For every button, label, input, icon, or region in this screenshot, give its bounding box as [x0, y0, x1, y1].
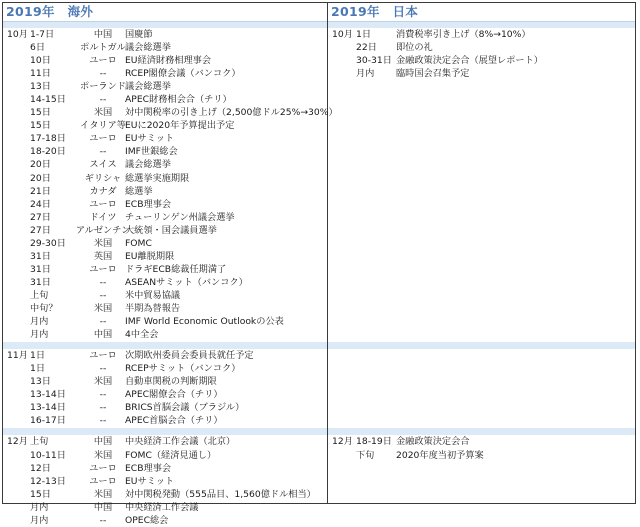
day-cell: 15日: [30, 488, 51, 500]
table-row: [3, 362, 327, 375]
region-cell: 米国: [93, 237, 113, 249]
event-cell: FOMC: [125, 237, 152, 249]
event-cell: 半期為替報告: [125, 302, 181, 314]
event-cell: APEC首脳会合（チリ）: [125, 415, 223, 427]
japan-title: 2019年 日本: [328, 3, 635, 22]
table-row: [3, 263, 327, 276]
month-section-3: [328, 435, 635, 526]
month-label: 12月: [332, 436, 353, 448]
table-row: [328, 67, 635, 80]
day-cell: 13-14日: [30, 402, 66, 414]
table-row: [3, 435, 327, 448]
table-row: [3, 80, 327, 93]
overseas-body: [3, 28, 338, 527]
table-row: [3, 488, 327, 501]
event-cell: 議会総選挙: [125, 81, 171, 93]
day-cell: 10日: [30, 55, 51, 67]
day-cell: 27日: [30, 224, 51, 236]
table-row: [3, 475, 327, 488]
event-cell: EUサミット: [125, 475, 175, 487]
table-row: [328, 28, 635, 41]
region-cell: アルゼンチン: [75, 224, 131, 236]
table-row: [3, 250, 327, 263]
day-cell: 月内: [30, 316, 49, 328]
day-cell: 12-13日: [30, 475, 66, 487]
event-cell: 中央経済工作会議（北京）: [125, 436, 236, 448]
day-cell: 月内: [30, 501, 49, 513]
region-cell: --: [99, 289, 107, 301]
month-separator: [3, 428, 327, 435]
month-label: 12月: [7, 436, 28, 448]
japan-column: [328, 3, 635, 503]
region-cell: --: [99, 389, 107, 401]
table-row: [3, 106, 338, 119]
region-cell: ユーロ: [89, 350, 117, 362]
event-cell: RCEPサミット（バンコク）: [125, 363, 241, 375]
day-cell: 月内: [30, 514, 49, 526]
day-cell: 20日: [30, 172, 51, 184]
day-cell: 31日: [30, 276, 51, 288]
region-cell: イタリア等: [80, 120, 126, 132]
table-row: [3, 462, 327, 475]
region-cell: 中国: [93, 436, 113, 448]
table-row: [3, 158, 327, 171]
region-cell: ドイツ: [89, 211, 117, 223]
day-cell: 6日: [30, 42, 46, 54]
day-cell: 30-31日: [356, 55, 392, 67]
region-cell: 英国: [93, 250, 113, 262]
table-row: [3, 349, 327, 362]
event-cell: 議会総選挙: [125, 159, 171, 171]
day-cell: 21日: [30, 185, 51, 197]
region-cell: --: [99, 514, 107, 526]
region-cell: ポルトガル: [80, 42, 126, 54]
region-cell: ユーロ: [89, 133, 117, 145]
event-cell: 米中貿易協議: [125, 289, 181, 301]
day-cell: 13日: [30, 81, 51, 93]
month-section-1: [328, 28, 635, 341]
region-cell: ユーロ: [89, 475, 117, 487]
region-cell: --: [99, 402, 107, 414]
day-cell: 29-30日: [30, 237, 66, 249]
event-cell: 対中関税発動（555品目、1,560億ドル相当）: [125, 488, 316, 500]
month-section-2: [3, 349, 327, 427]
table-row: [3, 54, 327, 67]
day-cell: 20日: [30, 159, 51, 171]
table-row: [3, 375, 327, 388]
region-cell: 米国: [93, 107, 113, 119]
event-cell: APEC閣僚会合（チリ）: [125, 389, 223, 401]
table-row: [3, 41, 327, 54]
day-cell: 下旬: [356, 449, 375, 461]
day-cell: 17-18日: [30, 133, 66, 145]
table-row: [328, 54, 635, 67]
month-separator: [328, 342, 635, 349]
event-cell: 2020年度当初予算案: [396, 449, 484, 461]
table-row: [3, 328, 327, 341]
month-label: 10月: [332, 29, 353, 40]
region-cell: ギリシャ: [84, 172, 122, 184]
day-cell: 16-17日: [30, 415, 66, 427]
day-cell: 11日: [30, 68, 51, 80]
day-cell: 1日: [30, 350, 46, 362]
table-row: [3, 401, 327, 414]
table-row: [3, 198, 327, 211]
day-cell: 31日: [30, 250, 51, 262]
table-row: [3, 388, 327, 401]
table-row: [328, 41, 635, 54]
region-cell: ユーロ: [89, 55, 117, 67]
table-row: [3, 224, 327, 237]
region-cell: 米国: [93, 376, 113, 388]
region-cell: --: [99, 68, 107, 80]
day-cell: 10-11日: [30, 449, 66, 461]
day-cell: 14-15日: [30, 94, 66, 106]
event-cell: APEC財務相会合（チリ）: [125, 94, 232, 106]
day-cell: 15日: [30, 107, 51, 119]
event-cell: EUサミット: [125, 133, 175, 145]
table-row: [3, 28, 327, 41]
region-cell: ユーロ: [89, 462, 117, 474]
day-cell: 13-14日: [30, 389, 66, 401]
event-cell: 自動車関税の判断期限: [125, 376, 217, 388]
event-cell: RCEP閣僚会議（バンコク）: [125, 68, 241, 80]
event-cell: 金融政策決定会合（展望レポート）: [396, 55, 543, 67]
region-cell: --: [99, 276, 107, 288]
region-cell: 米国: [93, 449, 113, 461]
region-cell: --: [99, 94, 107, 106]
region-cell: --: [99, 316, 107, 328]
day-cell: 上旬: [30, 289, 49, 301]
table-row: [3, 276, 327, 289]
region-cell: --: [99, 363, 107, 375]
region-cell: 中国: [93, 29, 113, 40]
table-row: [3, 501, 327, 514]
day-cell: 31日: [30, 263, 51, 275]
day-cell: 上旬: [30, 436, 49, 448]
table-row: [3, 145, 327, 158]
month-separator: [3, 342, 327, 349]
event-cell: FOMC（経済見通し）: [125, 449, 217, 461]
event-cell: 中央経済工作会議: [125, 501, 199, 513]
event-cell: 4中全会: [125, 329, 159, 341]
table-row: [3, 132, 327, 145]
table-row: [328, 435, 635, 448]
table-row: [3, 514, 327, 527]
event-cell: 対中関税率の引き上げ（2,500億ドル25%→30%）: [125, 107, 338, 119]
event-cell: BRICS首脳会議（ブラジル）: [125, 402, 245, 414]
day-cell: 24日: [30, 198, 51, 210]
month-label: 10月: [7, 29, 28, 40]
day-cell: 15日: [30, 120, 51, 132]
japan-body: [328, 28, 635, 527]
month-section-1: [3, 28, 338, 341]
event-cell: 金融政策決定会合: [396, 436, 470, 448]
region-cell: 米国: [93, 488, 113, 500]
day-cell: 中旬？: [30, 302, 58, 314]
event-cell: EU経済財務相理事会: [125, 55, 212, 67]
region-cell: スイス: [89, 159, 117, 171]
event-cell: ASEANサミット（バンコク）: [125, 276, 248, 288]
table-row: [3, 315, 327, 328]
table-row: [3, 302, 327, 315]
month-separator: [328, 428, 635, 435]
event-cell: 国慶節: [125, 29, 153, 40]
event-cell: 臨時国会召集予定: [396, 68, 470, 80]
region-cell: ユーロ: [89, 263, 117, 275]
event-cell: EU離脱期限: [125, 250, 175, 262]
region-cell: 米国: [93, 302, 113, 314]
event-cell: チューリンゲン州議会選挙: [125, 211, 235, 223]
month-section-2: [328, 349, 635, 427]
event-cell: OPEC総会: [125, 514, 169, 526]
overseas-column: [3, 3, 338, 526]
day-cell: 月内: [30, 329, 49, 341]
event-cell: 消費税率引き上げ（8%→10%）: [396, 29, 531, 40]
table-row: [3, 289, 327, 302]
table-row: [3, 67, 327, 80]
day-cell: 18-19日: [356, 436, 392, 448]
region-cell: 中国: [93, 501, 113, 513]
table-row: [3, 185, 327, 198]
region-cell: ポーランド: [80, 81, 126, 93]
table-row: [3, 414, 327, 427]
event-cell: 即位の礼: [396, 42, 433, 54]
event-cell: 議会総選挙: [125, 42, 171, 54]
table-row: [3, 211, 327, 224]
month-section-3: [3, 435, 327, 526]
event-cell: EUに2020年予算提出予定: [125, 120, 235, 132]
region-cell: 中国: [93, 329, 113, 341]
day-cell: 18-20日: [30, 146, 66, 158]
region-cell: ユーロ: [89, 198, 117, 210]
region-cell: --: [99, 415, 107, 427]
event-cell: IMF世銀総会: [125, 146, 178, 158]
day-cell: 12日: [30, 462, 51, 474]
table-row: [3, 93, 327, 106]
month-label: 11月: [7, 350, 28, 362]
table-row: [328, 449, 635, 462]
event-cell: ECB理事会: [125, 462, 172, 474]
event-cell: 総選挙: [125, 185, 153, 197]
event-cell: ドラギECB総裁任期満了: [125, 263, 227, 275]
event-cell: IMF World Economic Outlookの公表: [125, 316, 284, 328]
region-cell: カナダ: [89, 185, 117, 197]
event-cell: ECB理事会: [125, 198, 172, 210]
day-cell: 1-7日: [30, 29, 55, 40]
table-row: [3, 237, 327, 250]
event-cell: 次期欧州委員会委員長就任予定: [125, 350, 254, 362]
event-cell: 総選挙実施期限: [125, 172, 190, 184]
overseas-title: 2019年 海外: [3, 3, 327, 22]
region-cell: --: [99, 146, 107, 158]
table-row: [3, 172, 327, 185]
schedule-table: [2, 2, 636, 526]
day-cell: 22日: [356, 42, 377, 54]
table-row: [3, 119, 327, 132]
event-cell: 大統領・国会議員選挙: [125, 224, 217, 236]
day-cell: 1日: [356, 29, 372, 40]
table-row: [3, 449, 327, 462]
day-cell: 27日: [30, 211, 51, 223]
day-cell: 13日: [30, 376, 51, 388]
day-cell: 月内: [356, 68, 375, 80]
day-cell: 1日: [30, 363, 46, 375]
